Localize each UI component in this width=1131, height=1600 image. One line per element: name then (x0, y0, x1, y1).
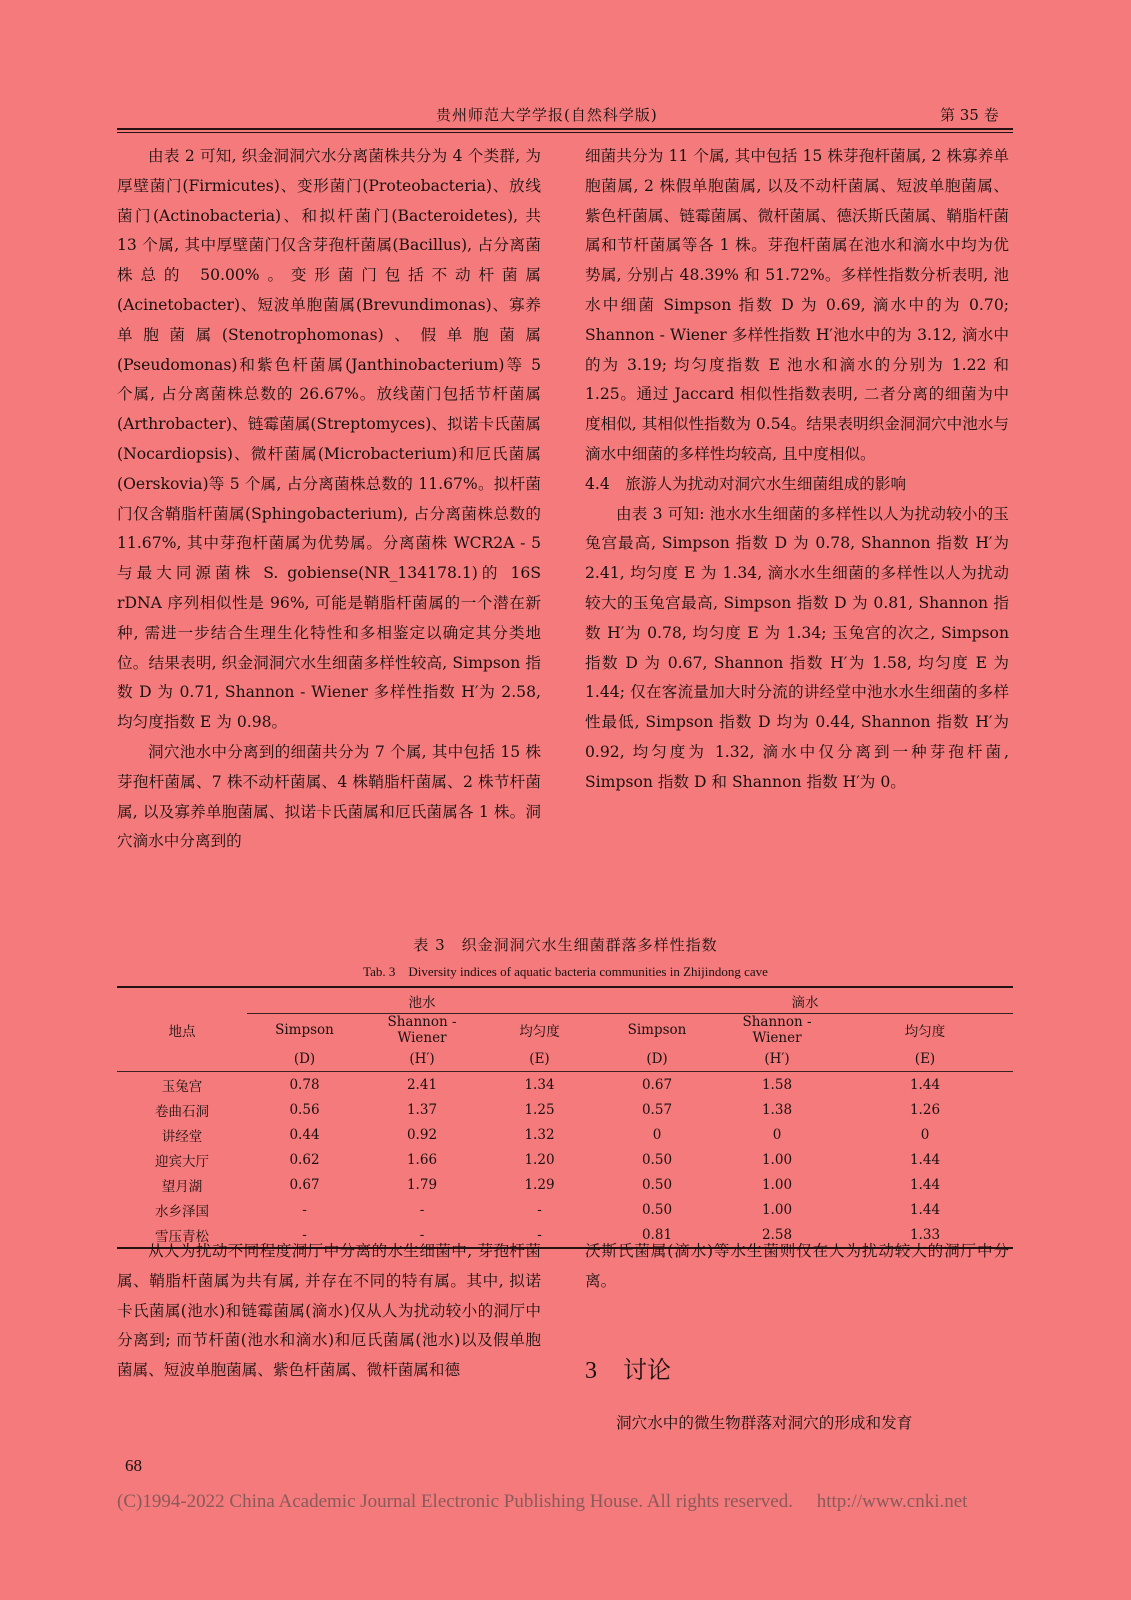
table-subheader: Simpson (275, 1022, 334, 1038)
table-cell-value: - (537, 1226, 542, 1243)
table-cell-value: 0.50 (641, 1151, 673, 1168)
table-caption-en: Tab. 3 Diversity indices of aquatic bacteria communities in Zhijindong cave (363, 964, 768, 979)
table-caption-cn: 表 3 织金洞洞穴水生细菌群落多样性指数 (413, 936, 718, 954)
table-row (117, 1147, 1013, 1172)
table-cell-value: 0.81 (641, 1226, 673, 1243)
table-cell-value: 0.62 (289, 1151, 320, 1168)
table-cell-value: - (419, 1226, 425, 1243)
running-header-volume: 第 35 卷 (940, 106, 999, 124)
table-header-drip: 滴水 (597, 987, 1013, 1014)
table-subheader-symbol: (E) (529, 1050, 550, 1067)
table-cell-value: 1.00 (761, 1151, 793, 1168)
paragraph: 细菌共分为 11 个属, 其中包括 15 株芽孢杆菌属, 2 株寡养单胞菌属, 2 株假单胞菌属, 以及不动杆菌属、短波单胞菌属、紫色杆菌属、链霉菌属、微杆菌属、德沃斯氏菌属、鞘脂杆菌属和节杆菌属等各 1 株。芽孢杆菌属在池水和滴水中均为优势属, 分别占 48.39% 和 51.72%。多样性指数分析表明, 池水中细菌 Simpson 指数 D 为 0.69, 滴水中的为 0.70; Shannon - Wiener 多样性指数 H′池水中的为 3.12, 滴水中的为 3.19; 均匀度指数 E 池水和滴水的分别为 1.22 和 1.25。通过 Jaccard 相似性指数表明, 二者分离的细菌为中度相似, 其相似性指数为 0.54。结果表明织金洞洞穴中池水与滴水中细菌的多样性均较高, 且中度相似。 (585, 147, 1009, 463)
table-cell-site: 玉兔宫 (161, 1078, 203, 1095)
table-cell-site: 讲经堂 (161, 1128, 203, 1145)
header-rule-thin (117, 132, 1013, 133)
right-column (585, 142, 1009, 798)
subsection-heading: 4.4 旅游人为扰动对洞穴水生细菌组成的影响 (585, 474, 907, 493)
table-subheader-symbol: (E) (914, 1050, 936, 1067)
table-cell-value: 1.34 (524, 1076, 555, 1093)
table-cell-value: 1.33 (909, 1226, 941, 1243)
table-cell-value: 1.29 (524, 1176, 555, 1193)
table-cell-value: 1.44 (909, 1201, 941, 1218)
section-heading (585, 1350, 671, 1385)
table-cell-value: 0 (772, 1126, 782, 1143)
table-cell-value: 1.20 (524, 1151, 555, 1168)
table-row (117, 1197, 1013, 1222)
table-subheader: Shannon - Wiener (742, 1014, 812, 1046)
table-cell-value: 1.44 (909, 1151, 941, 1168)
table-cell-value: 1.26 (909, 1101, 941, 1118)
table-subheader-symbol: (D) (646, 1050, 668, 1067)
page-number: 68 (125, 1456, 142, 1475)
table-cell-value: 0.92 (406, 1126, 438, 1143)
table-header-pool: 池水 (247, 987, 597, 1014)
table-header-site: 地点 (168, 1023, 196, 1040)
table-cell-value: - (302, 1201, 307, 1218)
table-cell-value: - (537, 1201, 542, 1218)
table-subheader: 均匀度 (904, 1024, 946, 1040)
table-cell-value: 0 (652, 1126, 662, 1143)
table-subheader: Simpson (627, 1022, 687, 1038)
table-cell-value: 0.78 (289, 1076, 320, 1093)
table-cell-site: 望月湖 (161, 1178, 203, 1195)
paragraph: 由表 2 可知, 织金洞洞穴水分离菌株共分为 4 个类群, 为厚壁菌门(Firmicutes)、变形菌门(Proteobacteria)、放线菌门(Actinobacteria)、和拟杆菌门(Bacteroidetes), 共 13 个属, 其中厚壁菌门仅含芽孢杆菌属(Bacillus), 占分离菌株总的 50.00%。变形菌门包括不动杆菌属(Acinetobacter)、短波单胞菌属(Brevundimonas)、寡养单胞菌属(Stenotrophomonas)、假单胞菌属(Pseudomonas)和紫色杆菌属(Janthinobacterium)等 5 个属, 占分离菌株总数的 26.67%。放线菌门包括节杆菌属(Arthrobacter)、链霉菌属(Streptomyces)、拟诺卡氏菌属(Nocardiopsis)、微杆菌属(Microbacterium)和厄氏菌属(Oerskovia)等 5 个属, 占分离菌株总数的 11.67%。拟杆菌门仅含鞘脂杆菌属(Sphingobacterium), 占分离菌株总数的 11.67%, 其中芽孢杆菌属为优势属。分离菌株 WCR2A - 5 与最大同源菌株 S. gobiense(NR_134178.1)的 16S rDNA 序列相似性是 96%, 可能是鞘脂杆菌属的一个潜在新种, 需进一步结合生理生化特性和多相鉴定以确定其分类地位。结果表明, 织金洞洞穴水生细菌多样性较高, Simpson 指数 D 为 0.71, Shannon - Wiener 多样性指数 H′为 2.58, 均匀度指数 E 为 0.98。 (117, 147, 541, 732)
table-cell-value: 1.58 (761, 1076, 793, 1093)
table-subheader-symbol: (D) (293, 1050, 316, 1067)
table-cell-value: 0 (920, 1126, 930, 1143)
table-cell-value: 1.38 (761, 1101, 793, 1118)
table-cell-value: 2.41 (406, 1076, 438, 1093)
table-subheader-symbol: (H′) (764, 1050, 790, 1067)
table-cell-value: 2.58 (761, 1226, 793, 1243)
right-column-bottom (585, 1237, 1009, 1297)
table-subheader-symbol: (H′) (409, 1050, 435, 1067)
table-cell-value: 1.37 (406, 1101, 438, 1118)
section-number: 3 (585, 1358, 597, 1384)
table-cell-value: - (302, 1226, 307, 1243)
paragraph: 洞穴池水中分离到的细菌共分为 7 个属, 其中包括 15 株芽孢杆菌属、7 株不动杆菌属、4 株鞘脂杆菌属、2 株节杆菌属, 以及寡养单胞菌属、拟诺卡氏菌属和厄氏菌属各 1 株。洞穴滴水中分离到的 (117, 742, 541, 851)
table-cell-site: 卷曲石洞 (155, 1103, 209, 1120)
table-cell-value: 0.67 (289, 1176, 320, 1193)
table-cell-value: 0.67 (641, 1076, 673, 1093)
paragraph: 洞穴水中的微生物群落对洞穴的形成和发育 (616, 1414, 913, 1432)
header-rule-thick (117, 128, 1013, 130)
running-header-journal: 贵州师范大学学报(自然科学版) (436, 106, 658, 124)
table-cell-value: 1.44 (909, 1076, 941, 1093)
table-cell-site: 水乡泽国 (155, 1203, 209, 1220)
table-cell-value: 0.57 (641, 1101, 673, 1118)
table-subheader: Shannon - Wiener (387, 1014, 457, 1046)
table-cell-value: 1.32 (524, 1126, 555, 1143)
section-title: 讨论 (623, 1356, 671, 1384)
table-cell-value: - (419, 1201, 425, 1218)
paragraph: 由表 3 可知: 池水水生细菌的多样性以人为扰动较小的玉兔宫最高, Simpson 指数 D 为 0.78, Shannon 指数 H′为 2.41, 均匀度 E 为 1.34, 滴水水生细菌的多样性以人为扰动较大的玉兔宫最高, Simpson 指数 D 为 0.81, Shannon 指数 H′为 0.78, 均匀度 E 为 1.34; 玉兔宫的次之, Simpson 指数 D 为 0.67, Shannon 指数 H′为 1.58, 均匀度 E 为 1.44; 仅在客流量加大时分流的讲经堂中池水水生细菌的多样性最低, Simpson 指数 D 均为 0.44, Shannon 指数 H′为 0.92, 均匀度为 1.32, 滴水中仅分离到一种芽孢杆菌, Simpson 指数 D 和 Shannon 指数 H′为 0。 (585, 504, 1009, 791)
section-body (585, 1409, 1009, 1439)
table-cell-value: 0.44 (289, 1126, 320, 1143)
table-cell-value: 0.50 (641, 1201, 673, 1218)
left-column (117, 142, 541, 857)
copyright-footer: (C)1994-2022 China Academic Journal Electronic Publishing House. All rights reserved. http://www.cnki.net (117, 1491, 968, 1512)
table-cell-value: 1.66 (406, 1151, 438, 1168)
diversity-table (117, 986, 1013, 1249)
table-cell-site: 雪压青松 (155, 1228, 209, 1245)
table-cell-value: 1.00 (761, 1176, 793, 1193)
table-cell-value: 1.79 (406, 1176, 438, 1193)
table-row (117, 1097, 1013, 1122)
table-row (117, 1172, 1013, 1197)
table-cell-value: 0.50 (641, 1176, 673, 1193)
table-cell-value: 1.00 (761, 1201, 793, 1218)
table-cell-value: 1.44 (909, 1176, 941, 1193)
paragraph: 从人为扰动不同程度洞厅中分离的水生细菌中, 芽孢杆菌属、鞘脂杆菌属为共有属, 并存在不同的特有属。其中, 拟诺卡氏菌属(池水)和链霉菌属(滴水)仅从人为扰动较小的洞厅中分离到; 而节杆菌(池水和滴水)和厄氏菌属(池水)以及假单胞菌属、短波单胞菌属、紫色杆菌属、微杆菌属和德 (117, 1242, 541, 1380)
table-row (117, 1072, 1013, 1098)
table-subheader: 均匀度 (519, 1024, 560, 1040)
table-cell-site: 迎宾大厅 (155, 1153, 209, 1170)
paragraph: 沃斯氏菌属(滴水)等水生菌则仅在人为扰动较大的洞厅中分离。 (585, 1242, 1009, 1290)
left-column-bottom (117, 1237, 541, 1386)
table-cell-value: 1.25 (524, 1101, 555, 1118)
table-row (117, 1122, 1013, 1147)
table-cell-value: 0.56 (289, 1101, 320, 1118)
